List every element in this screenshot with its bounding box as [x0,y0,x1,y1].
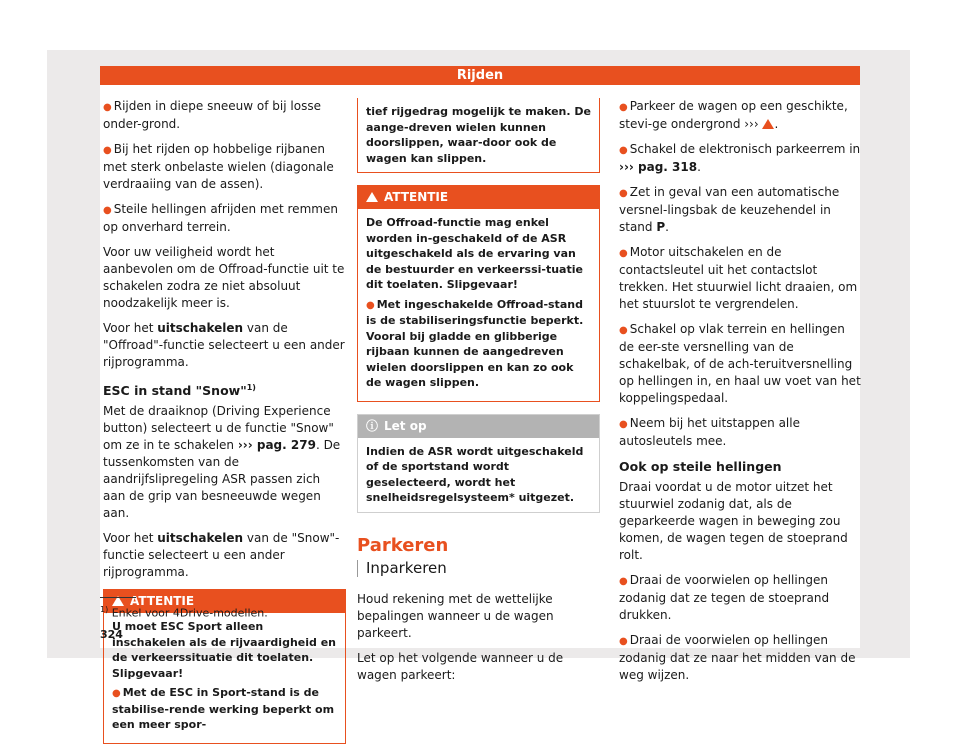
bullet-item: ● Parkeer de wagen op een geschikte, stevi-ge ondergrond ››› . [619,99,848,131]
warning-triangle-icon [366,192,378,202]
warning-box: ATTENTIE U moet ESC Sport alleen inschakelen als de rijvaardigheid en de verkeerssituatie dit toelaten. Slipgevaar! ● Met de ESC in Sport-stand is de stabilise-rende werking beperkt om een meer spor- [103,589,346,744]
bullet-icon: ● [619,576,628,587]
note-box: ⓘ Let op Indien de ASR wordt uitgeschakeld of de sportstand wordt geselecteerd, wordt het snelheidsregelsysteem* uitgezet. [357,414,600,513]
bullet-item: ● Rijden in diepe sneeuw of bij losse onder-grond. [103,99,321,131]
paragraph: Voor het uitschakelen van de "Offroad"-functie selecteert u een ander rijprogramma. [103,321,345,369]
bullet-item: ● Steile hellingen afrijden met remmen op onverhard terrein. [103,202,338,234]
column-1 [103,98,346,744]
bullet-item: ● Motor uitschakelen en de contactsleutel uit het contactslot trekken. Het stuurwiel licht draaien, om het stuurslot te vergrendelen. [619,245,858,311]
subsection-title: Inparkeren [357,560,600,577]
section-title: Parkeren [357,534,449,556]
paragraph: Draai voordat u de motor uitzet het stuurwiel zodanig dat, als de geparkeerde wagen in beweging zou komen, de wagen tegen de stoeprand rolt. [619,480,848,562]
bullet-item: ● Schakel op vlak terrein en hellingen de eer-ste versnelling van de schakelbak, of de ach-teruitversnelling op hellingen in, en haal uw voet van het koppelingspedaal. [619,322,861,405]
bullet-item: ● Neem bij het uitstappen alle autosleutels mee. [619,416,800,448]
bullet-icon: ● [619,248,628,259]
warning-box-continued: tief rijgedrag mogelijk te maken. De aange-dreven wielen kunnen doorslippen, waar-door ook de wagen kan slippen. [357,98,600,173]
bullet-item: ● Schakel de elektronisch parkeerrem in ››› pag. 318. [619,142,861,174]
bullet-icon: ● [366,299,375,311]
bullet-icon: ● [619,102,628,113]
footnote: $^{1)}$ Enkel voor 4Drive-modellen. [100,605,268,620]
warning-triangle-icon[interactable] [762,119,774,129]
subheading-esc-snow: ESC in stand "Snow"$^{1)}$ [103,383,256,399]
paragraph: Voor uw veiligheid wordt het aanbevolen om de Offroad-functie uit te schakelen zodra ze niet absoluut noodzakelijk meer is. [103,245,345,310]
bullet-icon: ● [103,205,112,216]
paragraph: Voor het uitschakelen van de "Snow"-functie selecteert u een ander rijprogramma. [103,531,340,580]
warning-box: ATTENTIE De Offroad-functie mag enkel worden in-geschakeld of de ASR uitgeschakeld als de ervaring van de bestuurder en verkeerssi-tuatie dit toelaten. Slipgevaar! ● Met ingeschakelde Offroad-stand is de stabiliseringsfunctie beperkt. Vooral bij gladde en glibberige rijbaan kunnen de aangedreven wielen doorslippen en kan zo ook de wagen slippen. [357,185,600,402]
footnote-rule [100,597,136,598]
bullet-item: ● Draai de voorwielen op hellingen zodanig dat ze naar het midden van de weg wijzen. [619,633,856,682]
bullet-icon: ● [619,145,628,156]
bullet-icon: ● [103,145,112,156]
page-number: 324 [100,628,123,641]
page-link[interactable]: ››› pag. 279 [237,438,316,453]
section-header: Rijden [100,66,860,85]
bullet-item: ● Bij het rijden op hobbelige rijbanen met sterk onbelaste wielen (diagonale verdraaiing van de assen). [103,142,334,191]
bullet-item: ● Zet in geval van een automatische versnel-lingsbak de keuzehendel in stand P. [619,185,840,234]
bullet-icon: ● [619,188,628,199]
column-3 [619,98,862,692]
page-link[interactable]: ››› pag. 318 [619,160,698,174]
paragraph: Met de draaiknop (Driving Experience button) selecteert u de functie "Snow" om ze in te schakelen ››› pag. 279. De tussenkomsten van de aandrijfslipregeling ASR passen zich aan de grip van besneeuwde wegen aan. [103,404,341,521]
column-2 [357,98,600,692]
bullet-icon: ● [103,102,112,113]
bullet-icon: ● [619,325,628,336]
info-icon: ⓘ [366,418,379,433]
paragraph: Let op het volgende wanneer u de wagen parkeert: [357,650,564,682]
bullet-icon: ● [619,636,628,647]
paragraph: Houd rekening met de wettelijke bepalingen wanneer u de wagen parkeert. [357,591,554,640]
bullet-icon: ● [112,688,121,700]
subheading-steep-slopes: Ook op steile hellingen [619,459,782,474]
bullet-item: ● Draai de voorwielen op hellingen zodanig dat ze tegen de stoeprand drukken. [619,573,830,622]
bullet-icon: ● [619,419,628,430]
